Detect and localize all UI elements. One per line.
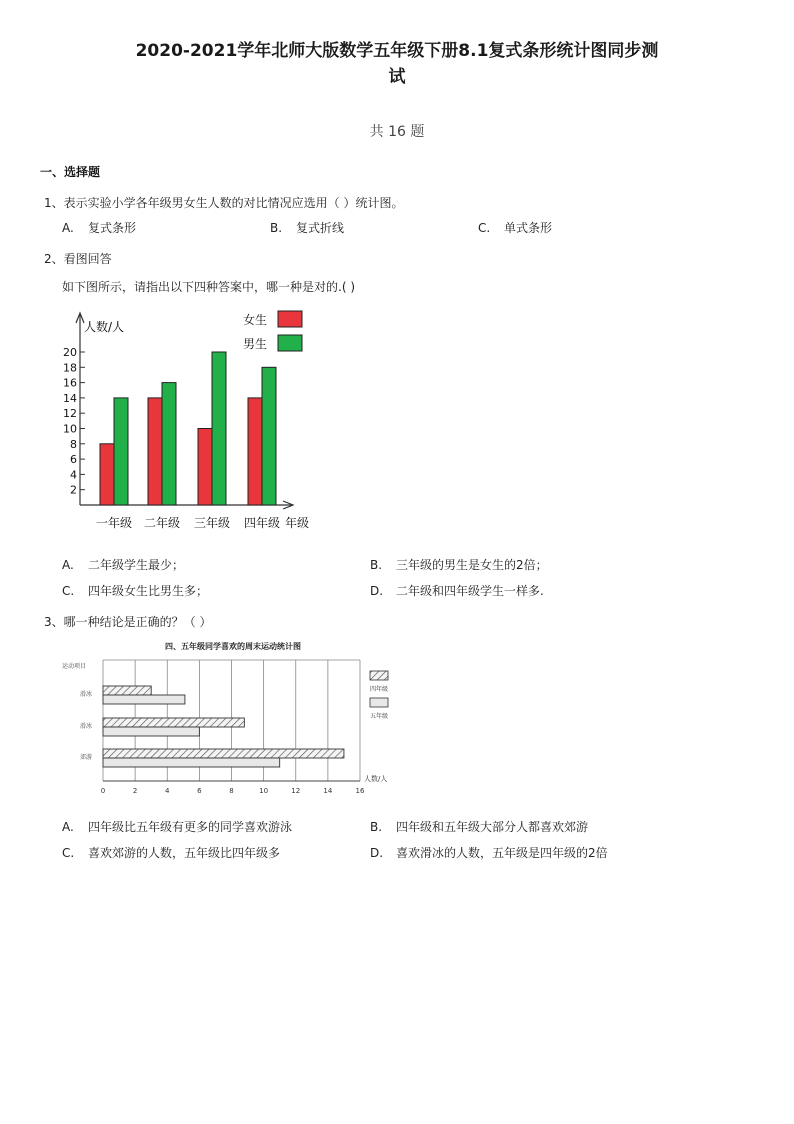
y-tick-label: 郊游: [80, 754, 93, 761]
q1-option-a[interactable]: A. 复式条形: [62, 221, 137, 235]
y-tick-label: 14: [63, 391, 77, 405]
y-tick-label: 滑冰: [80, 723, 93, 730]
legend-swatch-grade5: [370, 698, 388, 707]
bar-male: [162, 383, 176, 505]
y-tick-label: 20: [63, 346, 77, 359]
q3-option-a[interactable]: A. 四年级比五年级有更多的同学喜欢游泳: [62, 820, 293, 834]
x-tick-label: 12: [291, 787, 301, 795]
y-tick-label: 6: [70, 453, 77, 467]
bar-grade5: [103, 695, 185, 704]
bar-grade4: [103, 749, 344, 758]
legend-swatch-grade4: [370, 671, 388, 680]
x-tick-label: 2: [132, 787, 138, 795]
x-tick-label: 三年级: [193, 516, 231, 530]
weekend-sports-bar-chart: [58, 638, 408, 798]
legend-swatch: [278, 335, 302, 351]
x-tick-label: 6: [197, 787, 202, 795]
x-axis-label: 人数/人: [364, 775, 388, 783]
legend-label-grade4: 四年级: [370, 686, 389, 693]
q2-option-c[interactable]: C. 四年级女生比男生多；: [62, 584, 209, 598]
y-tick-label: 滑冰: [80, 691, 93, 698]
legend-label: 女生: [243, 313, 268, 327]
legend-label: 男生: [243, 337, 268, 351]
q2-option-d[interactable]: D. 二年级和四年级学生一样多.: [370, 584, 544, 598]
grade-gender-bar-chart: [55, 305, 325, 540]
section-heading: 一、选择题: [40, 165, 101, 179]
q2-option-a[interactable]: A. 二年级学生最少；: [62, 558, 185, 572]
x-tick-label: 10: [259, 787, 269, 795]
x-tick-label: 4: [165, 787, 170, 795]
x-tick-label: 一年级: [95, 516, 133, 530]
chart-title: 四、五年级同学喜欢的周末运动统计图: [165, 642, 301, 651]
x-axis-label: 年级: [285, 516, 310, 530]
x-tick-label: 16: [355, 787, 365, 795]
question-3-stem: 3、哪一种结论是正确的？（ ）: [44, 615, 212, 629]
y-tick-label: 16: [63, 376, 77, 390]
bar-female: [148, 398, 162, 505]
y-axis-label: 运动项目: [62, 663, 87, 670]
question-2-sub: 如下图所示，请指出以下四种答案中，哪一种是对的.( ): [62, 280, 355, 294]
q1-option-b[interactable]: B. 复式折线: [270, 221, 345, 235]
q2-option-b[interactable]: B. 三年级的男生是女生的2倍；: [370, 558, 548, 572]
y-tick-label: 12: [63, 407, 77, 421]
q3-option-d[interactable]: D. 喜欢滑冰的人数，五年级是四年级的2倍: [370, 846, 608, 860]
legend-swatch: [278, 311, 302, 327]
bar-male: [212, 352, 226, 505]
y-tick-label: 4: [70, 468, 77, 482]
question-count: 共 16 题: [369, 124, 425, 140]
x-tick-label: 14: [323, 787, 333, 795]
q3-option-c[interactable]: C. 喜欢郊游的人数，五年级比四年级多: [62, 846, 281, 860]
y-tick-label: 2: [70, 483, 77, 497]
y-tick-label: 10: [63, 422, 77, 436]
question-2-stem: 2、看图回答: [44, 252, 112, 266]
bar-male: [114, 398, 128, 505]
x-tick-label: 0: [100, 787, 106, 795]
y-tick-label: 18: [63, 361, 77, 375]
doc-title-line2: 试: [388, 67, 406, 87]
x-tick-label: 二年级: [143, 516, 181, 530]
bar-grade5: [103, 758, 280, 767]
question-1-stem: 1、表示实验小学各年级男女生人数的对比情况应选用（ ）统计图。: [44, 196, 404, 210]
bar-female: [198, 429, 212, 506]
y-axis-label: 人数/人: [84, 320, 125, 334]
q1-option-c[interactable]: C. 单式条形: [478, 221, 553, 235]
y-tick-label: 8: [70, 437, 77, 451]
bar-female: [100, 444, 114, 505]
bar-grade5: [103, 727, 199, 736]
bar-grade4: [103, 718, 244, 727]
bar-female: [248, 398, 262, 505]
bar-grade4: [103, 686, 151, 695]
q3-option-b[interactable]: B. 四年级和五年级大部分人都喜欢郊游: [370, 820, 589, 834]
doc-title-line1: 2020-2021学年北师大版数学五年级下册8.1复式条形统计图同步测: [135, 41, 659, 61]
x-tick-label: 8: [229, 787, 234, 795]
legend-label-grade5: 五年级: [370, 713, 389, 720]
x-tick-label: 四年级: [243, 516, 281, 530]
bar-male: [262, 367, 276, 505]
